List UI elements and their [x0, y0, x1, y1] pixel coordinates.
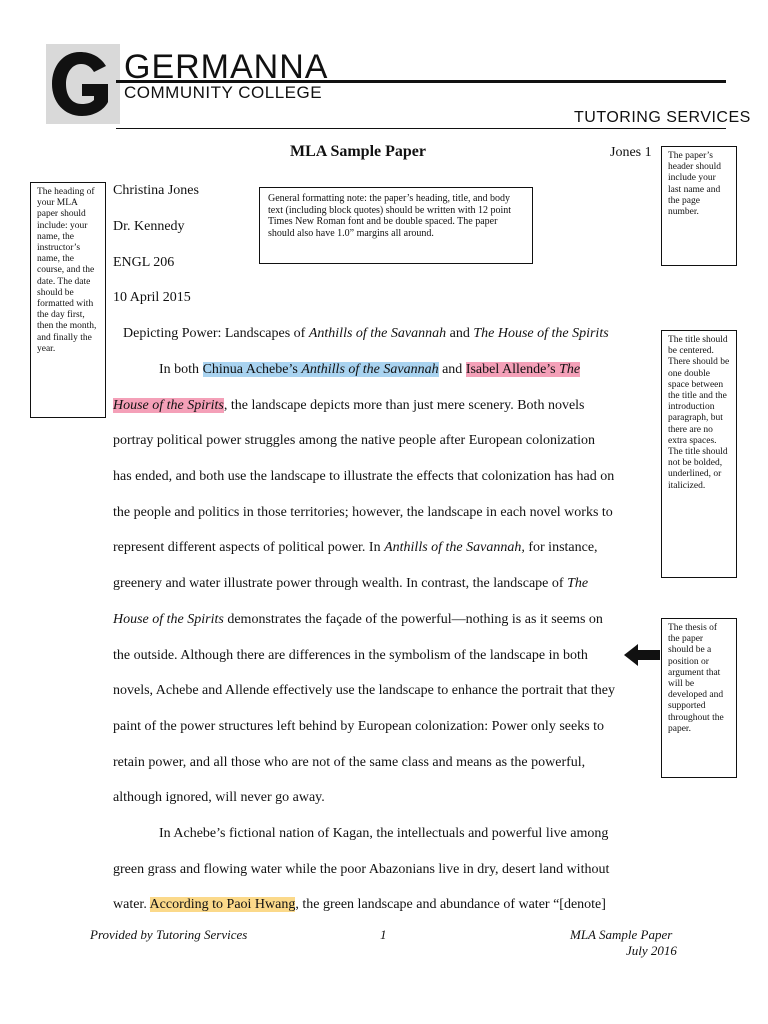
citation-highlight-pink: House of the Spirits: [113, 398, 224, 413]
body-line: water. According to Paoi Hwang, the green landscape and abundance of water “[denote]: [113, 897, 606, 912]
logo-rule-bottom: [116, 128, 726, 129]
citation-highlight-pink: Isabel Allende’s The: [465, 362, 581, 377]
body-line-thesis: retain power, and all those who are not of the same class and means as the powerful,: [113, 755, 586, 770]
brand-subtitle: COMMUNITY COLLEGE: [124, 83, 323, 102]
heading-date: 10 April 2015: [113, 290, 191, 305]
citation-highlight-yellow: According to Paoi Hwang: [149, 897, 296, 912]
heading-instructor: Dr. Kennedy: [113, 219, 185, 234]
running-head: Jones 1: [610, 145, 652, 160]
body-line-thesis: paint of the power structures left behind by European colonization: Power only seeks to: [113, 719, 605, 734]
note-heading: The heading of your MLA paper should include: your name, the instructor’s name, the course, and the date. The date should be formatted with the day first, then the month, and finally the year.: [30, 182, 106, 418]
body-line: greenery and water illustrate power through wealth. In contrast, the landscape of The: [113, 576, 589, 591]
body-line: green grass and flowing water while the poor Abazonians live in dry, desert land without: [113, 862, 610, 877]
heading-name: Christina Jones: [113, 183, 199, 198]
body-line: represent different aspects of political power. In Anthills of the Savannah, for instance,: [113, 540, 598, 555]
brand-services: TUTORING SERVICES: [574, 109, 751, 126]
sample-title: MLA Sample Paper: [290, 143, 426, 160]
citation-highlight-blue: Chinua Achebe’s Anthills of the Savannah: [202, 362, 439, 377]
note-formatting: General formatting note: the paper’s heading, title, and body text (including block quotes) should be written with 12 point Times New Roman font and be double spaced. The paper should also have 1.0” margins all around.: [259, 187, 533, 264]
body-line: House of the Spirits, the landscape depicts more than just mere scenery. Both novels: [113, 398, 585, 413]
paper-title: Depicting Power: Landscapes of Anthills of the Savannah and The House of the Spirits: [123, 326, 609, 341]
body-line: House of the Spirits demonstrates the façade of the powerful—nothing is as it seems on: [113, 612, 603, 627]
arrow-left-icon: [624, 644, 660, 666]
body-line: In both Chinua Achebe’s Anthills of the Savannah and Isabel Allende’s The: [159, 362, 581, 377]
body-line-thesis: although ignored, will never go away.: [113, 790, 325, 805]
body-line: has ended, and both use the landscape to illustrate the effects that colonization has had on: [113, 469, 615, 484]
body-line: portray political power struggles among the native people after European colonization: [113, 433, 596, 448]
note-header: The paper’s header should include your last name and the page number.: [661, 146, 737, 266]
footer-provider: Provided by Tutoring Services: [90, 927, 248, 942]
brand-name: GERMANNA: [124, 48, 329, 86]
footer-date: July 2016: [626, 943, 677, 958]
footer-page-number: 1: [380, 927, 387, 942]
body-line-thesis: novels, Achebe and Allende effectively use the landscape to enhance the portrait that they: [113, 683, 615, 698]
body-line-thesis: the outside. Although there are differences in the symbolism of the landscape in both: [113, 648, 588, 663]
body-line: the people and politics in those territories; however, the landscape in each novel works to: [113, 505, 613, 520]
body-line: In Achebe’s fictional nation of Kagan, the intellectuals and powerful live among: [159, 826, 609, 841]
note-title: The title should be centered. There should be one double space between the title and the introduction paragraph, but there are no extra spaces. The title should not be bolded, underlined, or italicized.: [661, 330, 737, 578]
germanna-g-logo-icon: [46, 44, 120, 124]
note-thesis: The thesis of the paper should be a position or argument that will be developed and supported throughout the paper.: [661, 618, 737, 778]
footer-doc-name: MLA Sample Paper: [570, 927, 673, 942]
heading-course: ENGL 206: [113, 255, 175, 270]
